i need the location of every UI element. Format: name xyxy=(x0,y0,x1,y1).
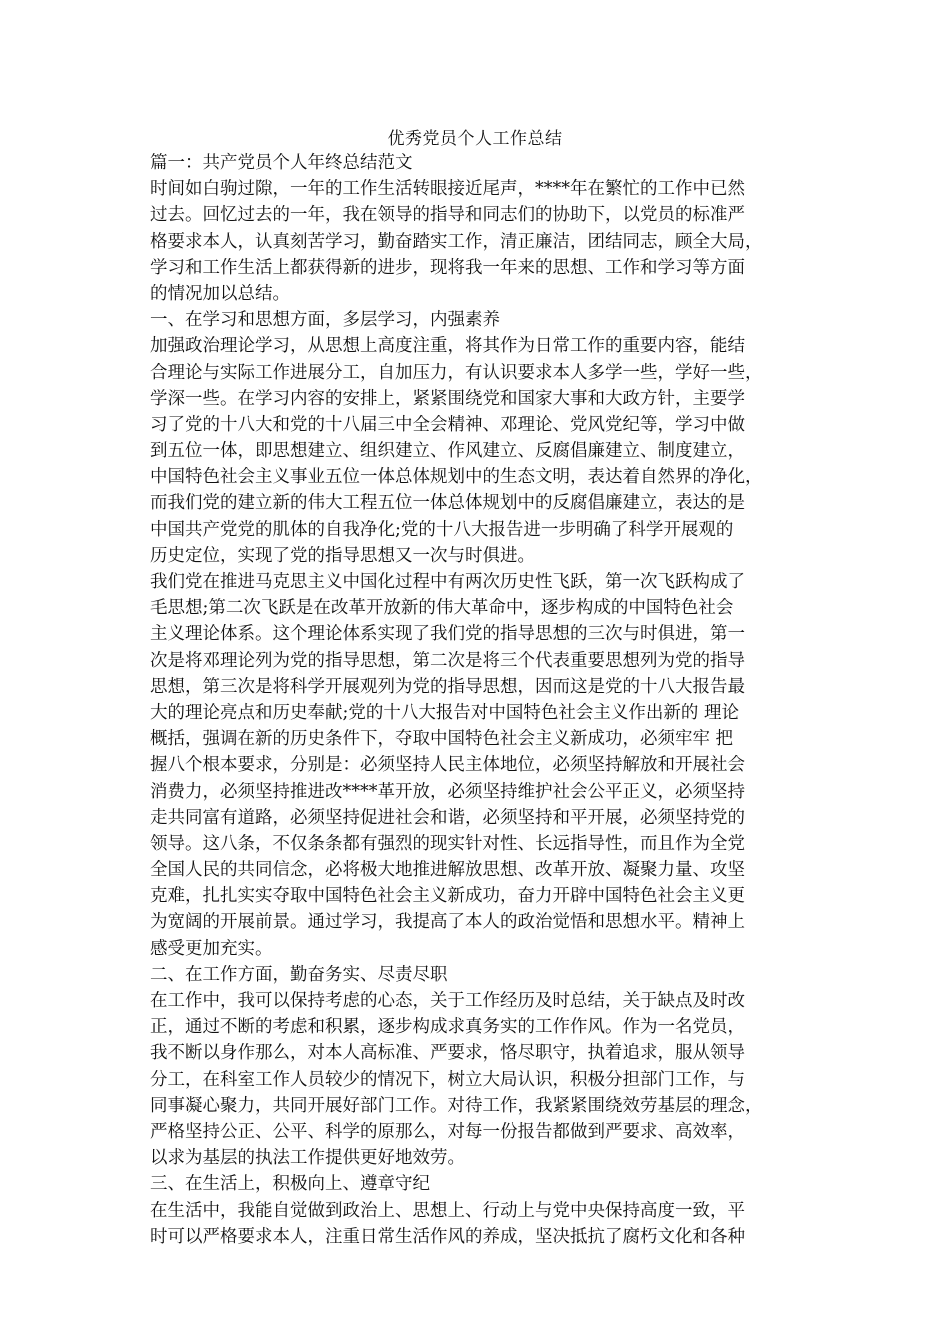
text-line: 时间如白驹过隙，一年的工作生活转眼接近尾声，****年在繁忙的工作中已然 xyxy=(150,179,745,200)
text-line: 克难，扎扎实实夺取中国特色社会主义新成功，奋力开辟中国特色社会主义更 xyxy=(150,886,745,907)
document-body xyxy=(150,150,815,1250)
text-line: 消费力，必须坚持推进改****革开放，必须坚持维护社会公平正义，必须坚持 xyxy=(150,781,745,802)
text-line: 过去。回忆过去的一年，我在领导的指导和同志们的协助下，以党员的标准严 xyxy=(150,205,745,226)
text-line: 握八个根本要求，分别是：必须坚持人民主体地位，必须坚持解放和开展社会 xyxy=(150,755,745,776)
text-line: 次是将邓理论列为党的指导思想，第二次是将三个代表重要思想列为党的指导 xyxy=(150,650,745,671)
text-line: 中国特色社会主义事业五位一体总体规划中的生态文明，表达着自然界的净化， xyxy=(150,467,763,488)
text-line: 加强政治理论学习，从思想上高度注重，将其作为日常工作的重要内容，能结 xyxy=(150,336,745,357)
section-heading: 篇一：共产党员个人年终总结范文 xyxy=(150,153,413,173)
text-line: 时可以严格要求本人，注重日常生活作风的养成，坚决抵抗了腐朽文化和各种 xyxy=(150,1226,745,1247)
text-line: 格要求本人，认真刻苦学习，勤奋踏实工作，清正廉洁，团结同志，顾全大局， xyxy=(150,231,763,252)
document-title: 优秀党员个人工作总结 xyxy=(387,129,563,149)
text-line: 全国人民的共同信念，必将极大地推进解放思想、改革开放、凝聚力量、攻坚 xyxy=(150,860,745,881)
text-line: 毛思想;第二次飞跃是在改革开放新的伟大革命中，逐步构成的中国特色社会 xyxy=(150,598,734,619)
text-line: 而我们党的建立新的伟大工程五位一体总体规划中的反腐倡廉建立，表达的是 xyxy=(150,493,745,514)
text-line: 领导。这八条，不仅条条都有强烈的现实针对性、长远指导性，而且作为全党 xyxy=(150,833,745,854)
text-line: 以求为基层的执法工作提供更好地效劳。 xyxy=(150,1148,465,1169)
text-line: 我们党在推进马克思主义中国化过程中有两次历史性飞跃，第一次飞跃构成了 xyxy=(150,572,745,592)
text-line: 习了党的十八大和党的十八届三中全会精神、邓理论、党风党纪等，学习中做 xyxy=(150,414,745,435)
text-line: 在生活中，我能自觉做到政治上、思想上、行动上与党中央保持高度一致，平 xyxy=(150,1200,745,1221)
text-line: 中国共产党党的肌体的自我净化;党的十八大报告进一步明确了科学开展观的 xyxy=(150,519,734,540)
text-line: 学习和工作生活上都获得新的进步，现将我一年来的思想、工作和学习等方面 xyxy=(150,257,745,278)
section-heading: 二、在工作方面，勤奋务实、尽责尽职 xyxy=(150,964,448,985)
text-line: 走共同富有道路，必须坚持促进社会和谐，必须坚持和平开展，必须坚持党的 xyxy=(150,807,745,828)
section-heading: 一、在学习和思想方面，多层学习，内强素养 xyxy=(150,310,500,331)
text-line: 历史定位，实现了党的指导思想又一次与时俱进。 xyxy=(150,545,535,566)
text-line: 到五位一体，即思想建立、组织建立、作风建立、反腐倡廉建立、制度建立， xyxy=(150,441,745,462)
text-line: 分工，在科室工作人员较少的情况下，树立大局认识，积极分担部门工作，与 xyxy=(150,1069,745,1090)
text-line: 合理论与实际工作进展分工，自加压力，有认识要求本人多学一些，学好一些， xyxy=(150,362,763,383)
text-line: 概括，强调在新的历史条件下，夺取中国特色社会主义新成功，必须牢牢 把 xyxy=(150,729,734,750)
text-line: 的情况加以总结。 xyxy=(150,283,290,304)
text-line: 感受更加充实。 xyxy=(150,938,273,959)
text-line: 严格坚持公正、公平、科学的原那么，对每一份报告都做到严要求、高效率， xyxy=(150,1121,745,1142)
text-line: 在工作中，我可以保持考虑的心态，关于工作经历及时总结，关于缺点及时改 xyxy=(150,991,745,1011)
section-heading: 三、在生活上，积极向上、遵章守纪 xyxy=(150,1174,430,1195)
text-line: 正，通过不断的考虑和积累，逐步构成求真务实的工作作风。作为一名党员， xyxy=(150,1017,745,1038)
text-line: 主义理论体系。这个理论体系实现了我们党的指导思想的三次与时俱进，第一 xyxy=(150,624,745,645)
text-line: 学深一些。在学习内容的安排上，紧紧围绕党和国家大事和大政方针，主要学 xyxy=(150,388,745,409)
text-line: 为宽阔的开展前景。通过学习，我提高了本人的政治觉悟和思想水平。精神上 xyxy=(150,912,745,933)
text-line: 大的理论亮点和历史奉献;党的十八大报告对中国特色社会主义作出新的 理论 xyxy=(150,702,739,723)
text-line: 同事凝心聚力，共同开展好部门工作。对待工作，我紧紧围绕效劳基层的理念， xyxy=(150,1095,763,1116)
text-line: 思想，第三次是将科学开展观列为党的指导思想，因而这是党的十八大报告最 xyxy=(150,676,745,697)
text-line: 我不断以身作那么，对本人高标准、严要求，恪尽职守，执着追求，服从领导 xyxy=(150,1043,745,1064)
